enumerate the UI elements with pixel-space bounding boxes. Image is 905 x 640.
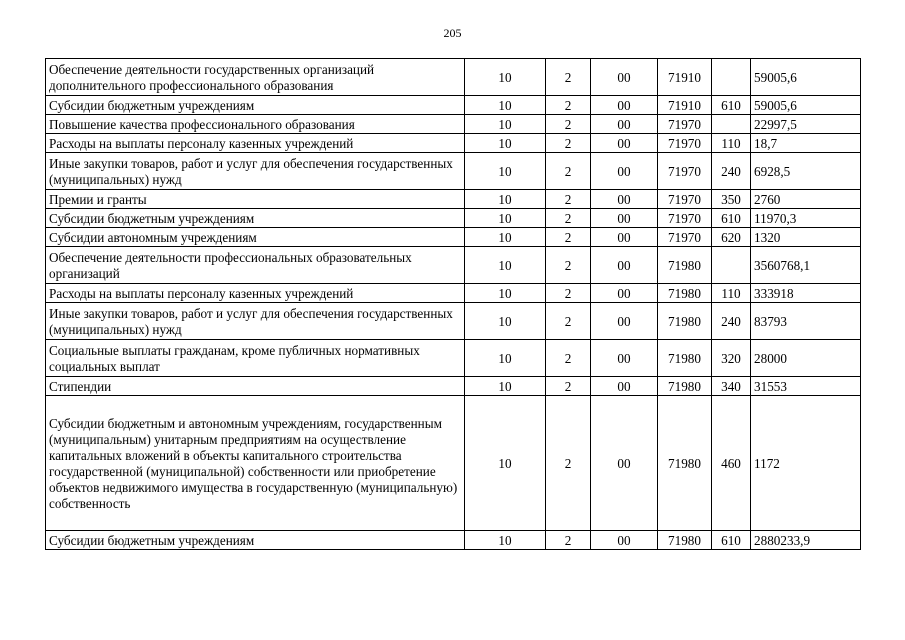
row-program: 00 xyxy=(591,190,658,209)
row-amount: 59005,6 xyxy=(751,59,861,96)
row-amount: 1320 xyxy=(751,228,861,247)
row-expense-type: 110 xyxy=(712,284,751,303)
row-program: 00 xyxy=(591,96,658,115)
row-expense-type xyxy=(712,247,751,284)
table-row xyxy=(46,209,861,228)
row-program: 00 xyxy=(591,531,658,550)
row-program: 00 xyxy=(591,134,658,153)
table-row xyxy=(46,115,861,134)
row-section: 10 xyxy=(465,531,546,550)
row-section: 10 xyxy=(465,247,546,284)
row-amount: 2880233,9 xyxy=(751,531,861,550)
row-target-item: 71980 xyxy=(658,284,712,303)
row-section: 10 xyxy=(465,284,546,303)
row-target-item: 71970 xyxy=(658,134,712,153)
row-section: 10 xyxy=(465,96,546,115)
table-row xyxy=(46,284,861,303)
row-subsection: 2 xyxy=(546,209,591,228)
row-subsection: 2 xyxy=(546,153,591,190)
row-subsection: 2 xyxy=(546,396,591,531)
row-section: 10 xyxy=(465,59,546,96)
row-section: 10 xyxy=(465,134,546,153)
table-row xyxy=(46,340,861,377)
row-target-item: 71980 xyxy=(658,303,712,340)
row-target-item: 71980 xyxy=(658,247,712,284)
row-target-item: 71970 xyxy=(658,115,712,134)
row-name: Обеспечение деятельности профессиональных образовательных организаций xyxy=(46,247,465,284)
table-row xyxy=(46,531,861,550)
row-program: 00 xyxy=(591,59,658,96)
row-subsection: 2 xyxy=(546,247,591,284)
table-row xyxy=(46,303,861,340)
row-amount: 333918 xyxy=(751,284,861,303)
row-section: 10 xyxy=(465,228,546,247)
table-row xyxy=(46,247,861,284)
row-name: Расходы на выплаты персоналу казенных учреждений xyxy=(46,284,465,303)
row-program: 00 xyxy=(591,303,658,340)
row-amount: 22997,5 xyxy=(751,115,861,134)
row-section: 10 xyxy=(465,209,546,228)
row-subsection: 2 xyxy=(546,303,591,340)
row-name: Субсидии бюджетным и автономным учреждениям, государственным (муниципальным) унитарным предприятиям на осуществление капитальных вложений в объекты капитального строительства государственной (муниципальной) собственности или приобретение объектов недвижимого имущества в государственную (муниципальную) собственность xyxy=(46,396,465,531)
row-name: Стипендии xyxy=(46,377,465,396)
row-amount: 28000 xyxy=(751,340,861,377)
row-amount: 3560768,1 xyxy=(751,247,861,284)
row-subsection: 2 xyxy=(546,531,591,550)
budget-table xyxy=(45,58,861,550)
row-target-item: 71910 xyxy=(658,96,712,115)
row-section: 10 xyxy=(465,377,546,396)
row-subsection: 2 xyxy=(546,228,591,247)
row-subsection: 2 xyxy=(546,59,591,96)
row-program: 00 xyxy=(591,153,658,190)
row-name: Субсидии бюджетным учреждениям xyxy=(46,209,465,228)
row-expense-type: 340 xyxy=(712,377,751,396)
row-name: Повышение качества профессионального образования xyxy=(46,115,465,134)
row-amount: 2760 xyxy=(751,190,861,209)
table-row xyxy=(46,377,861,396)
row-expense-type: 110 xyxy=(712,134,751,153)
row-expense-type: 350 xyxy=(712,190,751,209)
row-section: 10 xyxy=(465,153,546,190)
row-amount: 11970,3 xyxy=(751,209,861,228)
row-amount: 59005,6 xyxy=(751,96,861,115)
row-expense-type: 240 xyxy=(712,303,751,340)
row-section: 10 xyxy=(465,303,546,340)
row-expense-type: 610 xyxy=(712,96,751,115)
row-expense-type: 460 xyxy=(712,396,751,531)
row-subsection: 2 xyxy=(546,190,591,209)
row-program: 00 xyxy=(591,247,658,284)
row-subsection: 2 xyxy=(546,340,591,377)
row-amount: 6928,5 xyxy=(751,153,861,190)
row-target-item: 71970 xyxy=(658,228,712,247)
row-expense-type xyxy=(712,59,751,96)
row-program: 00 xyxy=(591,228,658,247)
row-name: Социальные выплаты гражданам, кроме публичных нормативных социальных выплат xyxy=(46,340,465,377)
row-name: Субсидии автономным учреждениям xyxy=(46,228,465,247)
row-expense-type: 610 xyxy=(712,209,751,228)
row-program: 00 xyxy=(591,284,658,303)
row-subsection: 2 xyxy=(546,284,591,303)
table-row xyxy=(46,396,861,531)
row-target-item: 71970 xyxy=(658,153,712,190)
row-name: Расходы на выплаты персоналу казенных учреждений xyxy=(46,134,465,153)
row-expense-type: 320 xyxy=(712,340,751,377)
row-target-item: 71980 xyxy=(658,396,712,531)
row-subsection: 2 xyxy=(546,134,591,153)
row-name: Субсидии бюджетным учреждениям xyxy=(46,531,465,550)
row-expense-type xyxy=(712,115,751,134)
table-row xyxy=(46,190,861,209)
row-subsection: 2 xyxy=(546,96,591,115)
table-row xyxy=(46,153,861,190)
row-section: 10 xyxy=(465,115,546,134)
row-target-item: 71980 xyxy=(658,340,712,377)
row-section: 10 xyxy=(465,396,546,531)
row-program: 00 xyxy=(591,340,658,377)
row-amount: 1172 xyxy=(751,396,861,531)
row-name: Иные закупки товаров, работ и услуг для обеспечения государственных (муниципальных) нужд xyxy=(46,303,465,340)
table-row xyxy=(46,228,861,247)
row-name: Субсидии бюджетным учреждениям xyxy=(46,96,465,115)
row-amount: 31553 xyxy=(751,377,861,396)
table-row xyxy=(46,134,861,153)
row-target-item: 71970 xyxy=(658,209,712,228)
row-amount: 83793 xyxy=(751,303,861,340)
row-target-item: 71980 xyxy=(658,531,712,550)
row-name: Обеспечение деятельности государственных организаций дополнительного профессионального образования xyxy=(46,59,465,96)
row-section: 10 xyxy=(465,190,546,209)
row-program: 00 xyxy=(591,209,658,228)
row-section: 10 xyxy=(465,340,546,377)
table-row xyxy=(46,96,861,115)
row-program: 00 xyxy=(591,377,658,396)
row-program: 00 xyxy=(591,396,658,531)
row-subsection: 2 xyxy=(546,115,591,134)
row-expense-type: 620 xyxy=(712,228,751,247)
row-expense-type: 610 xyxy=(712,531,751,550)
row-subsection: 2 xyxy=(546,377,591,396)
row-target-item: 71970 xyxy=(658,190,712,209)
row-name: Иные закупки товаров, работ и услуг для обеспечения государственных (муниципальных) нужд xyxy=(46,153,465,190)
row-target-item: 71910 xyxy=(658,59,712,96)
row-expense-type: 240 xyxy=(712,153,751,190)
row-amount: 18,7 xyxy=(751,134,861,153)
row-name: Премии и гранты xyxy=(46,190,465,209)
row-program: 00 xyxy=(591,115,658,134)
row-target-item: 71980 xyxy=(658,377,712,396)
table-row xyxy=(46,59,861,96)
page-number: 205 xyxy=(443,26,462,40)
